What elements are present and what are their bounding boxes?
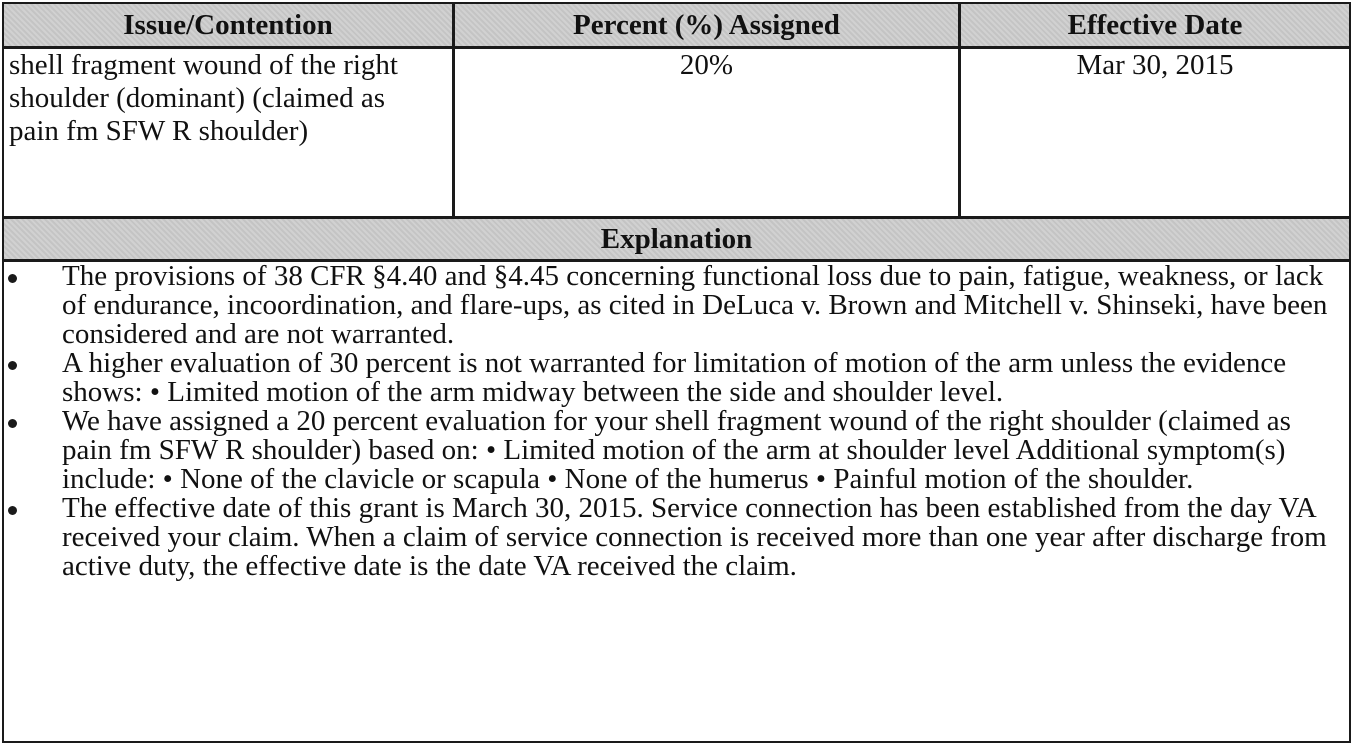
list-item-text: The effective date of this grant is March 30, 2015. Service connection has been established from the day VA received your claim. When a claim of service connection is received more than one year after discharge from active duty, the effective date is the date VA received the claim. [62,492,1327,582]
issue-cell [9,49,419,148]
list-item [4,494,1349,581]
percent-cell [455,49,958,82]
header-effective-date-label: Effective Date [1067,8,1243,41]
percent-value: 20% [679,49,734,81]
explanation-header [4,219,1349,259]
list-item-text: The provisions of 38 CFR §4.40 and §4.45 concerning functional loss due to pain, fatigue, weakness, or lack of endurance, incoordination, and flare-ups, as cited in DeLuca v. Brown and Mitchell v. Shinseki, have been considered and are not warranted. [62,260,1328,350]
header-percent-label: Percent (%) Assigned [573,8,840,41]
list-item [4,349,1349,407]
effective-date-cell [961,49,1349,82]
explanation-list [4,262,1349,581]
bullet-icon [8,419,17,428]
list-item [4,407,1349,494]
list-item-text: A higher evaluation of 30 percent is not warranted for limitation of motion of the arm unless the evidence shows: • Limited motion of the arm midway between the side and shoulder level. [62,347,1287,408]
rating-decision-table [2,2,1351,743]
list-item [4,262,1349,349]
explanation-title: Explanation [600,222,753,255]
issue-text: shell fragment wound of the right shoulder (dominant) (claimed as pain fm SFW R shoulder) [9,49,398,147]
column-divider-2 [958,4,961,216]
effective-date-value: Mar 30, 2015 [1076,49,1234,81]
header-issue-label: Issue/Contention [123,8,333,41]
header-issue [4,4,452,46]
bullet-icon [8,274,17,283]
list-item-text: We have assigned a 20 percent evaluation for your shell fragment wound of the right shoulder (claimed as pain fm SFW R shoulder) based on: • Limited motion of the arm at shoulder level Additional symptom(s) include: • None of the clavicle or scapula • None of the humerus • Painful motion of the shoulder. [62,405,1291,495]
column-divider-1 [452,4,455,216]
header-percent [455,4,958,46]
bullet-icon [8,506,17,515]
bullet-icon [8,361,17,370]
header-effective-date [961,4,1349,46]
